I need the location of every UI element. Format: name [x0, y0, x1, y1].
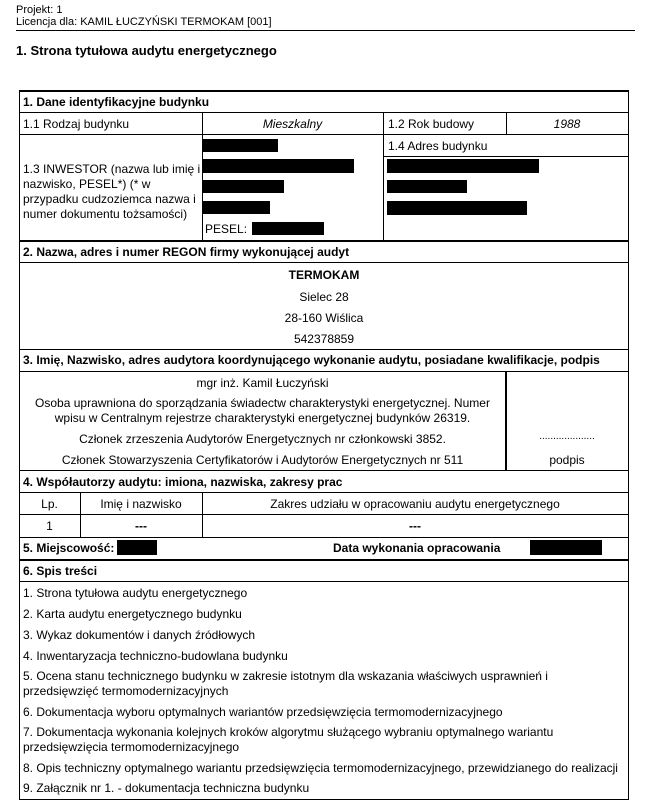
auditor-membership-1: Członek zrzeszenia Audytorów Energetycznych nr członkowski 3852.	[79, 432, 446, 446]
project-label: Projekt: 1	[16, 4, 63, 16]
redacted-date	[530, 540, 602, 555]
toc-item[interactable]: 1. Strona tytułowa audytu energetycznego	[23, 586, 248, 600]
year-value: 1988	[553, 117, 581, 131]
divider	[19, 240, 629, 242]
divider	[19, 581, 629, 582]
toc-item[interactable]: 6. Dokumentacja wyboru optymalnych wariantów przedsięwzięcia termomodernizacyjnego	[23, 705, 503, 719]
redacted-pesel	[252, 222, 324, 235]
toc-item[interactable]: 7. Dokumentacja wykonania kolejnych kroków algorytmu służącego wybraniu optymalnego wariantu przedsięwzięcia termomodernizacyjnego	[23, 725, 554, 754]
section6-heading: 6. Spis treści	[23, 564, 98, 578]
year-label: 1.2 Rok budowy	[388, 117, 475, 131]
redacted-address-line	[387, 180, 467, 193]
toc-item[interactable]: 4. Inwentaryzacja techniczno-budowlana budynku	[23, 649, 288, 663]
document-header	[16, 4, 272, 28]
divider	[19, 537, 629, 538]
toc-item[interactable]: 3. Wykaz dokumentów i danych źródłowych	[23, 628, 255, 642]
section4-heading: 4. Współautorzy audytu: imiona, nazwiska, zakresy prac	[23, 475, 343, 489]
toc-item[interactable]: 5. Ocena stanu technicznego budynku w zakresie istotnym dla wskazania właściwych usprawnień i przedsięwzięć termomodernizacyjnych	[23, 669, 548, 698]
divider	[19, 470, 629, 471]
page-title: 1. Strona tytułowa audytu energetycznego	[16, 43, 277, 58]
coauthor-scope: ---	[409, 519, 421, 533]
redacted-address-line	[387, 159, 539, 173]
building-type-value: Mieszkalny	[262, 117, 323, 131]
table-border-right	[628, 90, 629, 800]
company-city: 28-160 Wiślica	[284, 311, 364, 325]
divider	[19, 559, 629, 561]
auditor-membership-2: Członek Stowarzyszenia Certyfikatorów i Audytorów Energetycznych nr 511	[61, 453, 464, 467]
redacted-address-line	[387, 201, 527, 215]
place-label: 5. Miejscowość:	[23, 541, 115, 555]
toc-item[interactable]: 2. Karta audytu energetycznego budynku	[23, 607, 242, 621]
table-border-top	[19, 90, 629, 92]
redacted-investor-line	[202, 180, 284, 193]
section1-heading: 1. Dane identyfikacyjne budynku	[23, 95, 210, 109]
divider	[19, 112, 629, 113]
address-label: 1.4 Adres budynku	[388, 139, 488, 153]
auditor-qualification-line2: wpisu w Centralnym rejestrze charakterystyki energetycznej budynków 26319.	[54, 411, 471, 425]
coauthors-col-name: Imię i nazwisko	[100, 497, 182, 511]
divider	[19, 262, 629, 263]
redacted-investor-name	[202, 139, 278, 152]
divider	[383, 156, 629, 157]
company-name: TERMOKAM	[288, 268, 360, 282]
table-border-bottom	[19, 799, 629, 800]
section3-heading: 3. Imię, Nazwisko, adres audytora koordynującego wykonanie audytu, posiadane kwalifikacje, podpis	[23, 353, 600, 367]
section2-heading: 2. Nazwa, adres i numer REGON firmy wykonującej audyt	[23, 245, 350, 259]
divider	[19, 514, 629, 515]
divider	[19, 371, 629, 372]
divider	[19, 492, 629, 493]
divider	[383, 112, 384, 240]
header-divider	[16, 30, 635, 31]
divider	[19, 349, 629, 350]
redacted-investor-line	[202, 159, 354, 173]
redacted-place	[117, 540, 157, 555]
auditor-name: mgr inż. Kamil Łuczyński	[196, 376, 329, 390]
divider	[19, 134, 629, 135]
divider	[202, 112, 203, 240]
building-type-label: 1.1 Rodzaj budynku	[23, 117, 130, 131]
pesel-label: PESEL:	[205, 222, 248, 236]
investor-label: 1.3 INWESTOR (nazwa lub imię i nazwisko, PESEL*) (* w przypadku cudzoziemca nazwa i numer dokumentu tożsamości)	[23, 162, 201, 221]
license-label: Licencja dla: KAMIL ŁUCZYŃSKI TERMOKAM [001]	[16, 16, 272, 28]
coauthors-col-scope: Zakres udziału w opracowaniu audytu energetycznego	[270, 497, 560, 511]
signature-line: ....................	[539, 431, 595, 442]
coauthor-name: ---	[135, 519, 147, 533]
company-regon: 542378859	[293, 332, 355, 346]
toc-item[interactable]: 8. Opis techniczny optymalnego wariantu przedsięwzięcia termomodernizacyjnego, przewidzianego do realizacji	[23, 761, 618, 775]
redacted-investor-line	[202, 201, 270, 214]
signature-label: podpis	[549, 453, 585, 467]
date-label: Data wykonania opracowania	[333, 541, 501, 555]
toc-item[interactable]: 9. Załącznik nr 1. - dokumentacja techniczna budynku	[23, 781, 310, 795]
company-street: Sielec 28	[299, 290, 349, 304]
coauthor-lp: 1	[46, 519, 53, 533]
coauthors-col-lp: Lp.	[41, 497, 58, 511]
auditor-qualification-line1: Osoba uprawniona do sporządzania świadectw charakterystyki energetycznej. Numer	[35, 396, 490, 410]
